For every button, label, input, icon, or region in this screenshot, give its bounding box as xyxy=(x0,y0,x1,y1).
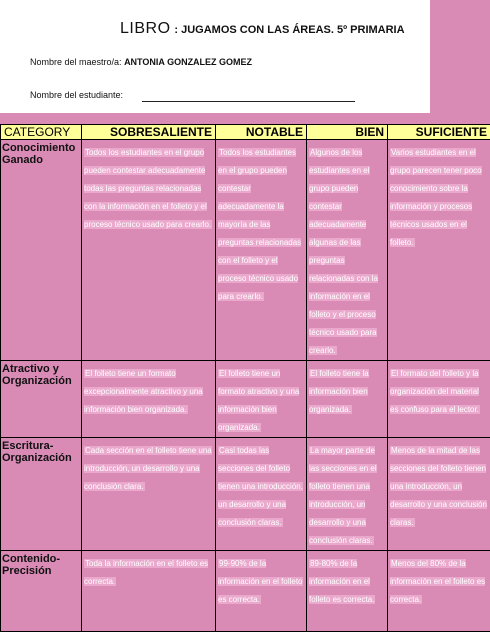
table-cell xyxy=(82,551,216,632)
row-category: Contenido- Precisión xyxy=(1,551,82,632)
cell-text: Casi todas las secciones del folleto tienen una introducción, un desarrollo y una conclusión claras. xyxy=(218,446,303,527)
table-cell xyxy=(216,438,307,551)
header-category: CATEGORY xyxy=(1,125,82,140)
table-row xyxy=(1,438,490,551)
document-title xyxy=(120,20,405,38)
table-row xyxy=(1,140,490,361)
cell-text: Menos del 80% de la información en el folleto es correcta. xyxy=(390,559,485,604)
student-label: Nombre del estudiante: xyxy=(30,90,123,100)
header-bien: BIEN xyxy=(307,125,388,140)
cell-text: Cada sección en el folleto tiene una introducción, un desarrollo y una conclusión clara. xyxy=(84,446,212,491)
row-category: Atractivo y Organización xyxy=(1,361,82,438)
cell-text: El folleto tiene la información bien organizada. xyxy=(309,369,369,414)
cell-text: La mayor parte de las secciones en el folleto tienen una introducción, un desarrollo y una conclusión claras. xyxy=(309,446,377,545)
cell-text: Toda la información en el folleto es correcta. xyxy=(84,559,208,586)
row-category: Conocimiento Ganado xyxy=(1,140,82,361)
table-cell xyxy=(82,361,216,438)
title-main: LIBRO xyxy=(120,20,171,37)
table-cell xyxy=(307,361,388,438)
cell-text: El folleto tiene un formato excepcionalmente atractivo y una información bien organizada. xyxy=(84,369,203,414)
cell-text: Todos los estudiantes en el grupo pueden contestar adecuadamente todas las preguntas relacionadas con la información en el folleto y el proceso técnico usado para crearlo. xyxy=(84,148,212,229)
table-cell xyxy=(216,140,307,361)
table-cell xyxy=(216,361,307,438)
header-notable: NOTABLE xyxy=(216,125,307,140)
teacher-label: Nombre del maestro/a: xyxy=(30,57,122,67)
cell-text: 99-90% de la información en el folleto es correcta. xyxy=(218,559,303,604)
table-cell xyxy=(82,438,216,551)
cell-text: El formato del folleto y la organización del material es confuso para el lector. xyxy=(390,369,480,414)
table-row xyxy=(1,551,490,632)
header-sobresaliente: SOBRESALIENTE xyxy=(82,125,216,140)
rubric-header-row xyxy=(1,125,490,140)
cell-text: Algunos de los estudiantes en el grupo pueden contestar adecuadamente algunas de las preguntas relacionadas con la información en el folleto y el proceso técnico usado para crearlo. xyxy=(309,148,378,355)
table-cell xyxy=(216,551,307,632)
table-cell xyxy=(388,140,490,361)
cell-text: 89-80% de la información en el folleto es correcta. xyxy=(309,559,375,604)
table-cell xyxy=(307,438,388,551)
title-subtitle: : JUGAMOS CON LAS ÁREAS. 5º PRIMARIA xyxy=(174,24,404,36)
teacher-line xyxy=(30,57,252,67)
table-row xyxy=(1,361,490,438)
rubric-table xyxy=(0,124,490,632)
header-suficiente: SUFICIENTE xyxy=(388,125,490,140)
table-cell xyxy=(388,361,490,438)
row-category: Escritura- Organización xyxy=(1,438,82,551)
table-cell xyxy=(388,551,490,632)
student-name-blank-line[interactable] xyxy=(142,101,355,102)
header-panel xyxy=(0,0,430,113)
table-cell xyxy=(388,438,490,551)
teacher-name: ANTONIA GONZALEZ GOMEZ xyxy=(124,57,252,67)
table-cell xyxy=(307,551,388,632)
cell-text: Varios estudiantes en el grupo parecen tener poco conocimiento sobre la información y procesos técnicos usados en el folleto. xyxy=(390,148,482,247)
table-cell xyxy=(82,140,216,361)
table-cell xyxy=(307,140,388,361)
cell-text: Menos de la mitad de las secciones del folleto tienen una introducción, un desarrollo y una conclusión claras. xyxy=(390,446,487,527)
cell-text: El folleto tiene un formato atractivo y una información bien organizada. xyxy=(218,369,299,432)
cell-text: Todos los estudiantes en el grupo pueden contestar adecuadamente la mayoría de las preguntas relacionadas con el folleto y el proceso técnico usado para crearlo. xyxy=(218,148,301,301)
